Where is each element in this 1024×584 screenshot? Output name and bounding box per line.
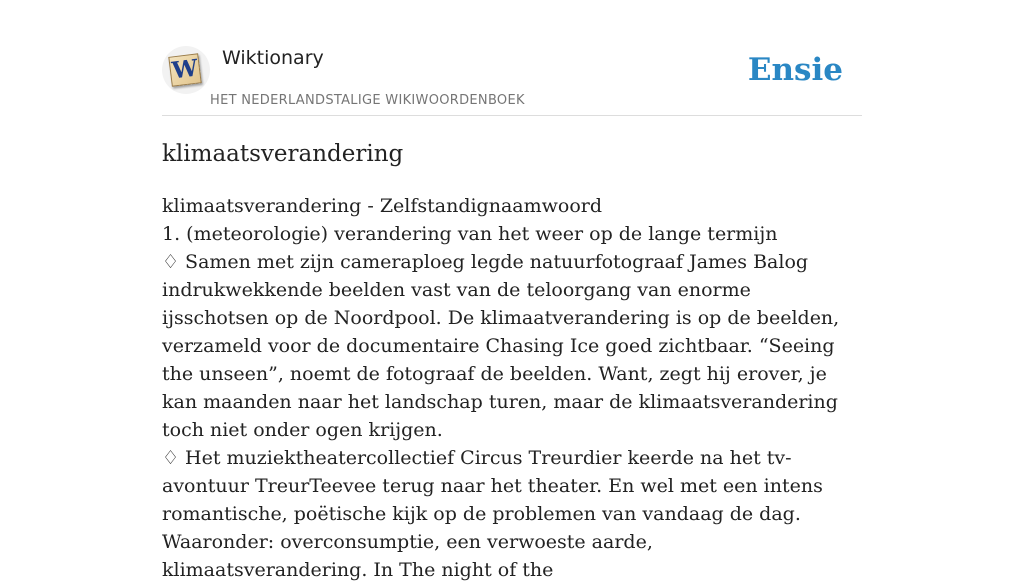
example-sentence <box>162 248 854 444</box>
example-text: Samen met zijn cameraploeg legde natuurfotograaf James Balog indrukwekkende beelden vast van de teloorgang van enorme ijsschotsen op de Noordpool. De klimaatverandering is op de beelden, verzameld voor de documentaire Chasing Ice goed zichtbaar. “Seeing the unseen”, noemt de fotograaf de beelden. Want, zegt hij erover, je kan maanden naar het landschap turen, maar de klimaatsverandering toch niet onder ogen krijgen. <box>162 251 840 441</box>
entry-content <box>162 192 854 584</box>
wiktionary-tile-icon: W <box>168 53 201 86</box>
part-of-speech-line: klimaatsverandering - Zelfstandignaamwoord <box>162 195 603 217</box>
site-tagline: HET NEDERLANDSTALIGE WIKIWOORDENBOEK <box>210 93 525 108</box>
page <box>162 0 862 581</box>
definition: 1. (meteorologie) verandering van het weer op de lange termijn <box>162 223 778 245</box>
site-name[interactable]: Wiktionary <box>222 47 324 69</box>
example-marker-icon: ♢ <box>162 251 180 273</box>
entry-title: klimaatsverandering <box>162 141 404 167</box>
example-text: Het muziektheatercollectief Circus Treurdier keerde na het tv-avontuur TreurTeevee terug naar het theater. En wel met een intens romantische, poëtische kijk op de problemen van vandaag de dag. Waaronder: overconsumptie, een verwoeste aarde, klimaatsverandering. In The night of the <box>162 447 823 581</box>
site-header <box>162 0 862 116</box>
example-marker-icon: ♢ <box>162 447 180 469</box>
wiktionary-logo[interactable] <box>162 46 210 94</box>
example-sentence <box>162 444 854 584</box>
ensie-brand-link[interactable]: Ensie <box>747 52 843 88</box>
